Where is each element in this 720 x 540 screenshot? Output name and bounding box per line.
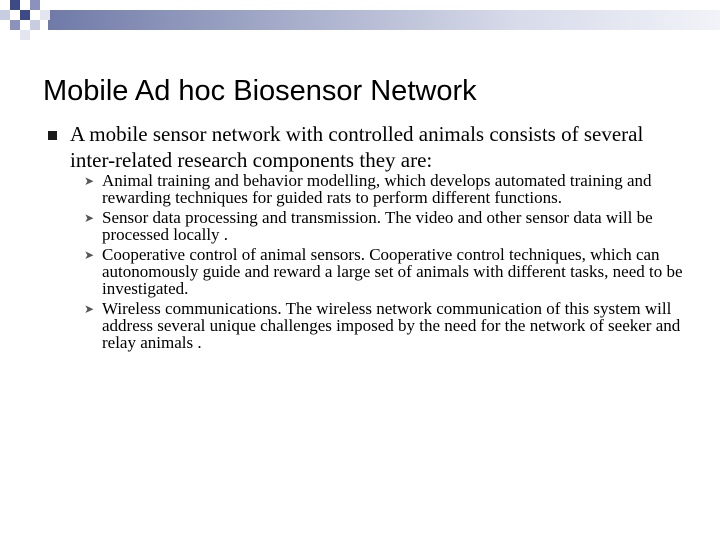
banner-gradient-bar (48, 10, 720, 30)
sub-bullet-text: Sensor data processing and transmission. The video and other sensor data will be processed locally . (102, 208, 653, 244)
arrowhead-bullet-icon: ➤ (84, 302, 95, 316)
banner-square (20, 10, 30, 20)
sub-bullet-item (84, 209, 684, 243)
sub-bullet-text: Cooperative control of animal sensors. Cooperative control techniques, which can autonomously guide and reward a large set of animals with different tasks, need to be investigated. (102, 245, 683, 298)
banner-square (40, 10, 50, 20)
sub-bullet-text: Wireless communications. The wireless network communication of this system will address several unique challenges imposed by the need for the network of seeker and relay animals . (102, 299, 681, 352)
banner-square (30, 20, 40, 30)
sub-bullet-list (84, 172, 684, 351)
arrowhead-bullet-icon: ➤ (84, 211, 95, 225)
slide-title: Mobile Ad hoc Biosensor Network (43, 75, 477, 107)
square-bullet-icon (48, 131, 57, 140)
sub-bullet-item (84, 172, 684, 206)
banner-square (10, 0, 20, 10)
sub-bullet-text: Animal training and behavior modelling, which develops automated training and rewarding techniques for guided rats to perform different functions. (102, 171, 652, 207)
sub-bullet-item (84, 300, 684, 351)
sub-bullet-item (84, 246, 684, 297)
banner-square (10, 20, 20, 30)
decorative-banner (0, 0, 720, 40)
arrowhead-bullet-icon: ➤ (84, 174, 95, 188)
banner-square (0, 10, 10, 20)
arrowhead-bullet-icon: ➤ (84, 248, 95, 262)
banner-square (30, 0, 40, 10)
banner-square (20, 30, 30, 40)
main-bullet-text: A mobile sensor network with controlled animals consists of several inter-related research components they are: (70, 122, 644, 172)
